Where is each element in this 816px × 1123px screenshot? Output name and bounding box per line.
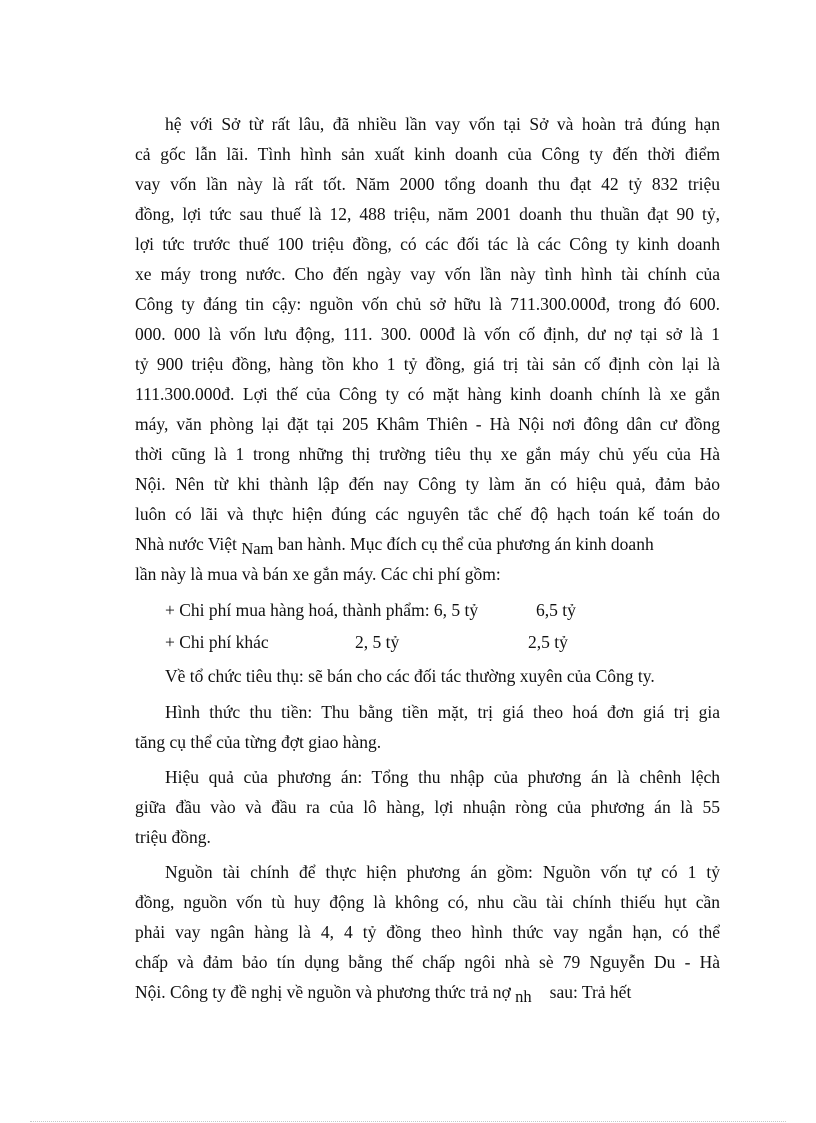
subscript-text: Nam [241, 539, 274, 558]
paragraph1-line: máy, văn phòng lại đặt tại 205 Khâm Thiên - Hà Nội nơi đông dân cư đồng [135, 414, 720, 434]
efficiency-line: Hiệu quả của phương án: Tổng thu nhập của phương án là chênh lệch [165, 767, 720, 787]
paragraph1-line: đồng, lợi tức sau thuế là 12, 488 triệu, năm 2001 doanh thu thuần đạt 90 tỷ, [135, 204, 720, 224]
paragraph1-line: luôn có lãi và thực hiện đúng các nguyên tắc chế độ hạch toán kế toán do [135, 504, 720, 524]
cost-item-label: + Chi phí khác [165, 632, 269, 652]
paragraph1-line: lợi tức trước thuế 100 triệu đồng, có các đối tác là các Công ty kinh doanh [135, 234, 720, 254]
paragraph1-line: hệ với Sở từ rất lâu, đã nhiều lần vay vốn tại Sở và hoàn trả đúng hạn [165, 114, 720, 134]
cost-item-value: 6,5 tỷ [536, 600, 576, 620]
paragraph1-line: xe máy trong nước. Cho đến ngày vay vốn lần này tình hình tài chính của [135, 264, 720, 284]
paragraph1-line: 111.300.000đ. Lợi thế của Công ty có mặt hàng kinh doanh chính là xe gắn [135, 384, 720, 404]
finance-line [135, 980, 720, 1005]
subscript-text: nh [515, 987, 532, 1006]
cost-item-label: + Chi phí mua hàng hoá, thành phẩm: 6, 5 tỷ [165, 600, 479, 620]
paragraph1-line: cả gốc lẫn lãi. Tình hình sản xuất kinh doanh của Công ty đến thời điểm [135, 144, 720, 164]
text-span: Nhà nước Việt [135, 534, 242, 554]
efficiency-line: triệu đồng. [135, 827, 211, 847]
text-span: sau: Trả hết [549, 982, 632, 1002]
finance-line: đồng, nguồn vốn tù huy động là không có, nhu cầu tài chính thiếu hụt cần [135, 892, 720, 912]
paragraph1-line: 000. 000 là vốn lưu động, 111. 300. 000đ là vốn cố định, dư nợ tại sở là 1 [135, 324, 720, 344]
collection-line: tăng cụ thể của từng đợt giao hàng. [135, 732, 382, 752]
paragraph1-line [135, 532, 725, 557]
paragraph1-line: vay vốn lần này là rất tốt. Năm 2000 tổng doanh thu đạt 42 tỷ 832 triệu [135, 174, 720, 194]
collection-line: Hình thức thu tiền: Thu bằng tiền mặt, trị giá theo hoá đơn giá trị gia [165, 702, 720, 722]
text-span: Nội. Công ty đề nghị về nguồn và phương thức trả nợ [135, 982, 516, 1002]
cost-item-amount: 2, 5 tỷ [355, 632, 400, 652]
finance-line: chấp và đảm bảo tín dụng bằng thế chấp ngôi nhà sè 79 Nguyễn Du - Hà [135, 952, 720, 972]
efficiency-line: giữa đầu vào và đầu ra của lô hàng, lợi nhuận ròng của phương án là 55 [135, 797, 720, 817]
finance-line: Nguồn tài chính để thực hiện phương án gồm: Nguồn vốn tự có 1 tỷ [165, 862, 720, 882]
cost-item-value: 2,5 tỷ [528, 632, 568, 652]
paragraph1-line: Công ty đáng tin cậy: nguồn vốn chủ sở hữu là 711.300.000đ, trong đó 600. [135, 294, 720, 314]
text-span: ban hành. Mục đích cụ thể của phương án kinh doanh [273, 534, 654, 554]
paragraph1-line: Nội. Nên từ khi thành lập đến nay Công ty làm ăn có hiệu quả, đảm bảo [135, 474, 720, 494]
page-bottom-rule [30, 1121, 786, 1122]
paragraph1-line: lần này là mua và bán xe gắn máy. Các chi phí gồm: [135, 564, 501, 584]
finance-line: phải vay ngân hàng là 4, 4 tỷ đồng theo hình thức vay ngắn hạn, có thể [135, 922, 720, 942]
consumption-paragraph: Về tổ chức tiêu thụ: sẽ bán cho các đối tác thường xuyên của Công ty. [165, 666, 655, 686]
paragraph1-line: thời cũng là 1 trong những thị trường tiêu thụ xe gắn máy chủ yếu của Hà [135, 444, 720, 464]
paragraph1-line: tỷ 900 triệu đồng, hàng tồn kho 1 tỷ đồng, giá trị tài sản cố định còn lại là [135, 354, 720, 374]
